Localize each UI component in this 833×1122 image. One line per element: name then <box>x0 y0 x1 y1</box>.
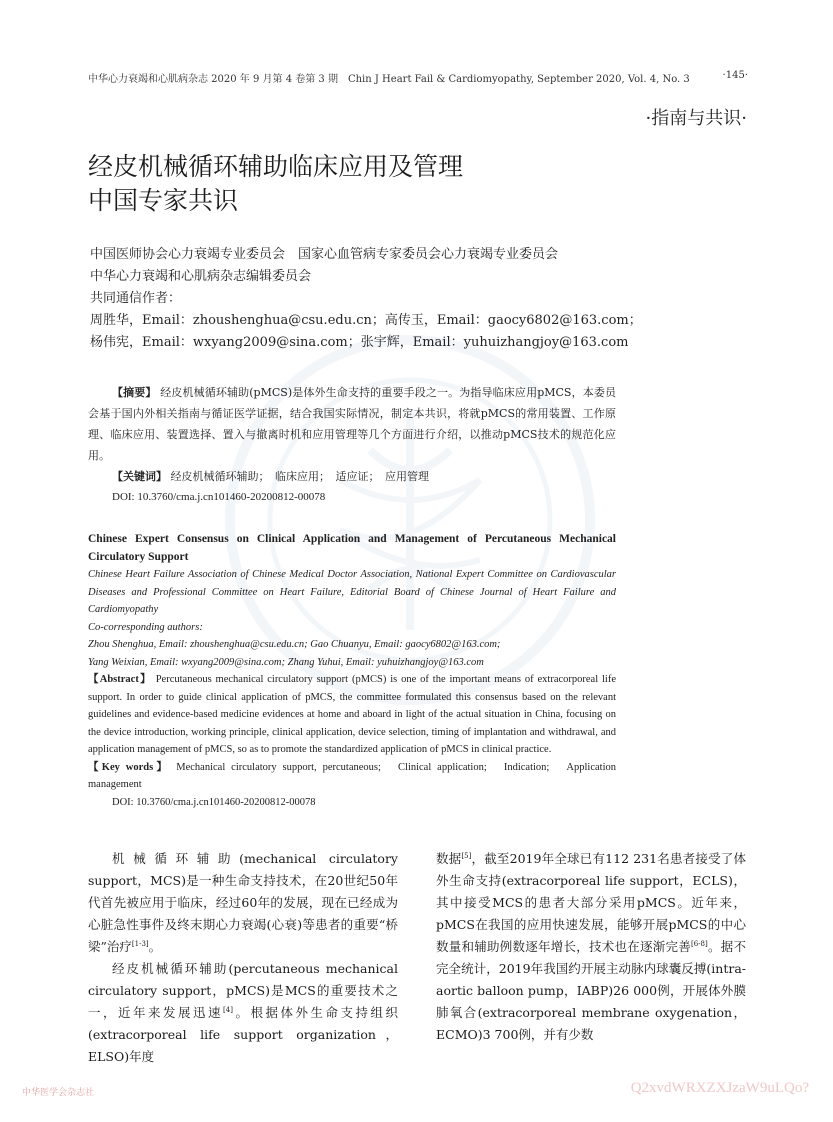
english-keywords: Mechanical circulatory support, percutaneous; Clinical application; Indication; Application management <box>88 761 617 790</box>
journal-citation: 中华心力衰竭和心肌病杂志 2020 年 9 月第 4 卷第 3 期 Chin J Heart Fail & Cardiomyopathy, September 2020, Vol. 4, No. 3 <box>88 74 690 85</box>
citation-ref[interactable]: [1-3] <box>131 939 149 948</box>
doi: DOI: 10.3760/cma.j.cn101460-20200812-00078 <box>112 491 326 503</box>
abstract-text: 经皮机械循环辅助(pMCS)是体外生命支持的重要手段之一。为指导临床应用pMCS，本委员会基于国内外相关指南与循证医学证据，结合我国实际情况，制定本共识，将就pMCS的常用装置、工作原理、临床应用、装置选择、置入与撤离时机和应用管理等几个方面进行介绍，以推动pMCS技术的规范化应用。 <box>88 386 616 462</box>
english-abstract-label: 【Abstract】 <box>88 674 152 685</box>
keywords-label: 【关键词】 <box>112 470 167 483</box>
body-column-left <box>88 848 398 1068</box>
author-line: 中华心力衰竭和心肌病杂志编辑委员会 <box>90 269 312 284</box>
abstract-english <box>88 530 616 811</box>
english-title: Chinese Expert Consensus on Clinical Application and Management of Percutaneous Mechanical Circulatory Support <box>88 533 616 563</box>
corresponding-line: 周胜华，Email：zhoushenghua@csu.edu.cn；高传玉，Email：gaocy6802@163.com； <box>90 313 642 328</box>
citation-ref[interactable]: [4] <box>223 1005 233 1014</box>
english-abstract-text: Percutaneous mechanical circulatory support (pMCS) is one of the important means of extracorporeal life support. In order to guide clinical application of pMCS, the committee formulated this consensus based on the relevant guidelines and evidence-based medicine evidences at home and aboard in light of the actual situation in China, focusing on the device introduction, working principle, clinical application, device selection, timing of implantation and withdrawal, and application management of pMCS, so as to promote the standardized application of pMCS in clinical practice. <box>88 674 617 755</box>
section-tag: ·指南与共识· <box>645 108 747 129</box>
english-corresponding-line: Yang Weixian, Email: wxyang2009@sina.com; Zhang Yuhui, Email: yuhuizhangjoy@163.com <box>88 656 484 668</box>
page-number: ·145· <box>722 70 748 81</box>
abstract-chinese <box>88 382 616 508</box>
author-line: 中国医师协会心力衰竭专业委员会 国家心血管病专家委员会心力衰竭专业委员会 <box>90 247 559 262</box>
keywords-text: 经皮机械循环辅助； 临床应用； 适应证； 应用管理 <box>170 470 429 483</box>
english-doi: DOI: 10.3760/cma.j.cn101460-20200812-00078 <box>112 796 316 808</box>
article-title <box>88 150 463 218</box>
citation-ref[interactable]: [6-8] <box>691 939 708 948</box>
corresponding-line: 杨伟宪，Email：wxyang2009@sina.com；张宇辉，Email：yuhuizhangjoy@163.com <box>90 335 629 350</box>
english-corresponding-label: Co-corresponding authors: <box>88 621 203 633</box>
english-keywords-label: 【Key words】 <box>88 761 171 773</box>
body-paragraph: 经皮机械循环辅助(percutaneous mechanical circulatory support，pMCS)是MCS的重要技术之一，近年来发展迅速[4]。根据体外生命支持组织(extracorporeal life support organization，ELSO)年度 <box>88 961 398 1064</box>
abstract-label: 【摘要】 <box>112 386 157 399</box>
download-watermark-code: Q2xvdWRXZXJzaW9uLQo? <box>630 1080 809 1096</box>
corresponding-label: 共同通信作者： <box>90 291 182 306</box>
citation-ref[interactable]: [5] <box>461 851 472 860</box>
title-line-1: 经皮机械循环辅助临床应用及管理 <box>88 152 464 181</box>
author-block <box>90 244 750 354</box>
publisher-logo: 中华医学会杂志社 <box>22 1088 95 1098</box>
title-line-2: 中国专家共识 <box>88 186 239 215</box>
english-corresponding-line: Zhou Shenghua, Email: zhoushenghua@csu.edu.cn; Gao Chuanyu, Email: gaocy6802@163.com; <box>88 639 501 650</box>
body-column-right <box>436 848 746 1046</box>
body-paragraph: 数据[5]，截至2019年全球已有112 231名患者接受了体外生命支持(extracorporeal life support，ECLS)，其中接受MCS的患者大部分采用pMCS。近年来，pMCS在我国的应用快速发展，能够开展pMCS的中心数量和辅助例数逐年增长，技术也在逐渐完善[6-8]。据不完全统计，2019年我国约开展主动脉内球囊反搏(intra-aortic balloon pump，IABP)26 000例，开展体外膜肺氧合(extracorporeal membrane oxygenation，ECMO)3 700例，并有少数 <box>436 851 746 1042</box>
body-paragraph: 机械循环辅助(mechanical circulatory support，MCS)是一种生命支持技术，在20世纪50年代首先被应用于临床，经过60年的发展，现在已经成为心脏急性事件及终末期心力衰竭(心衰)等患者的重要“桥梁”治疗[1-3]。 <box>88 851 398 954</box>
english-affiliations: Chinese Heart Failure Association of Chinese Medical Doctor Association, National Expert Committee on Cardiovascular Diseases and Professional Committee on Heart Failure, Editorial Board of Chinese Journal of Heart Failure and Cardiomyopathy <box>88 569 616 615</box>
running-header <box>88 70 748 86</box>
